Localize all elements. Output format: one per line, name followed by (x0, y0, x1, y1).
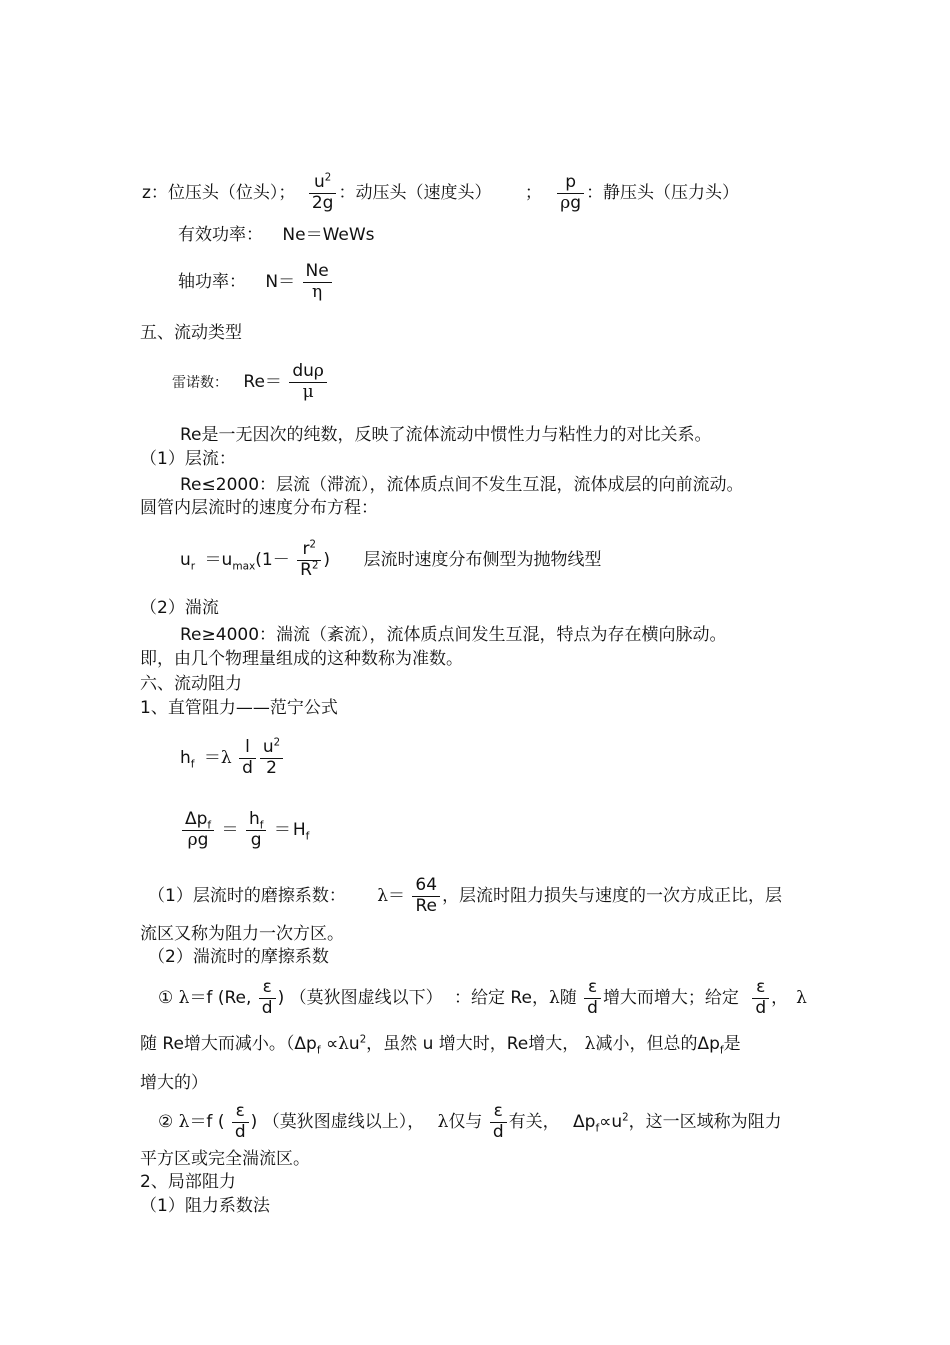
reynolds-fraction: duρ μ (289, 362, 327, 402)
shaft-power-symbol: N (265, 272, 279, 293)
effective-power-formula: Ne＝WeWs (282, 225, 375, 245)
laminar-description: Re≤2000：层流（滞流），流体质点间不发生互混，流体成层的向前流动。 (180, 475, 744, 495)
head-loss-equation: $\Delta p_f$ ρg ＝ $\frac{h_f}{g}$ ＝ $H_f$ (180, 810, 309, 850)
laminar-profile-text: 层流时速度分布侧型为抛物线型 (363, 550, 602, 571)
shaft-power-fraction: $\frac{Ne}{\eta}$ (303, 262, 332, 302)
local-resistance-heading: 2、局部阻力 (140, 1172, 236, 1192)
section-6-heading: 六、流动阻力 (140, 674, 242, 694)
potential-head-text: 位压头（位头）； (167, 183, 296, 204)
case-2-line-2: 平方区或完全湍流区。 (140, 1149, 310, 1169)
heads-line (142, 173, 739, 213)
reynolds-description: Re是一无因次的纯数，反映了流体流动中惯性力与粘性力的对比关系。 (180, 425, 712, 445)
laminar-friction-line: （1）层流时的磨擦系数： λ＝ $\frac{64}{Re}$ ，层流时阻力损失与速度的一次方成正比，层 (148, 875, 783, 916)
radius-ratio-fraction: $\frac{r^2}{R^2}$ (297, 540, 321, 580)
straight-pipe-heading: 1、直管阻力——范宁公式 (140, 698, 338, 718)
velocity-head-fraction: $\frac{u^2}{2g}$ (309, 173, 337, 213)
turbulent-friction-heading: （2）湍流时的摩擦系数 (148, 947, 329, 967)
pressure-head-fraction: $\frac{p}{\rho g}$ (557, 173, 584, 213)
reynolds-line: 雷诺数： Re＝ duρ μ (172, 362, 329, 402)
z-symbol: z： (142, 183, 168, 204)
case-1-line-2: 随 Re增大而减小。（$\Delta p_f \propto\lambda u^2$，虽然 u 增大时，Re增大， λ减小，但总的$\Delta p_f$是 (140, 1034, 741, 1057)
effective-power-line (178, 227, 375, 244)
resistance-coefficient-heading: （1）阻力系数法 (140, 1196, 270, 1216)
fanning-equation: $h_f =\lambda$ $\frac{l}{d}$ $\frac{u^2}{2}$ (180, 738, 285, 778)
shaft-power-label: 轴功率： (178, 272, 246, 293)
laminar-equation-intro: 圆管内层流时的速度分布方程： (140, 498, 378, 518)
laminar-heading: （1）层流： (140, 449, 236, 469)
velocity-distribution-line: $u_r =u_{max}(1-$ $\frac{r^2}{R^2}$ ) 层流时速度分布侧型为抛物线型 (180, 539, 602, 580)
reynolds-label: 雷诺数： (172, 375, 228, 392)
case-1-line: ① λ＝f (Re, $\frac{\varepsilon}{d}$ ) （莫狄图虚线以下） ：给定 Re，λ随 $\frac{\varepsilon}{d}$ 增大而增大；给定 $\frac{\varepsilon}{d}$ ， λ (158, 977, 807, 1018)
turbulent-heading: （2）湍流 (140, 598, 219, 618)
shaft-power-line: 轴功率： N＝ $\frac{Ne}{\eta}$ (178, 262, 334, 302)
separator: ； (524, 183, 542, 204)
turbulent-description: Re≥4000：湍流（紊流），流体质点间发生互混，特点为存在横向脉动。 (180, 625, 727, 645)
case-2-line: ② λ＝f ( $\frac{\varepsilon}{d}$ ) （莫狄图虚线以上）， λ仅与 $\frac{\varepsilon}{d}$ 有关， $\Delta p_f\propto u^2$，这一区域称为阻力 (158, 1101, 782, 1142)
pressure-head-text: ：静压头（压力头） (586, 183, 740, 204)
dimensionless-number-note: 即，由几个物理量组成的这种数称为准数。 (140, 649, 463, 669)
effective-power-label: 有效功率： (178, 225, 263, 245)
case-1-line-3: 增大的） (140, 1073, 208, 1093)
section-5-heading: 五、流动类型 (140, 323, 242, 343)
velocity-head-text: ：动压头（速度头） (338, 183, 492, 204)
laminar-friction-cont: 流区又称为阻力一次方区。 (140, 924, 344, 944)
